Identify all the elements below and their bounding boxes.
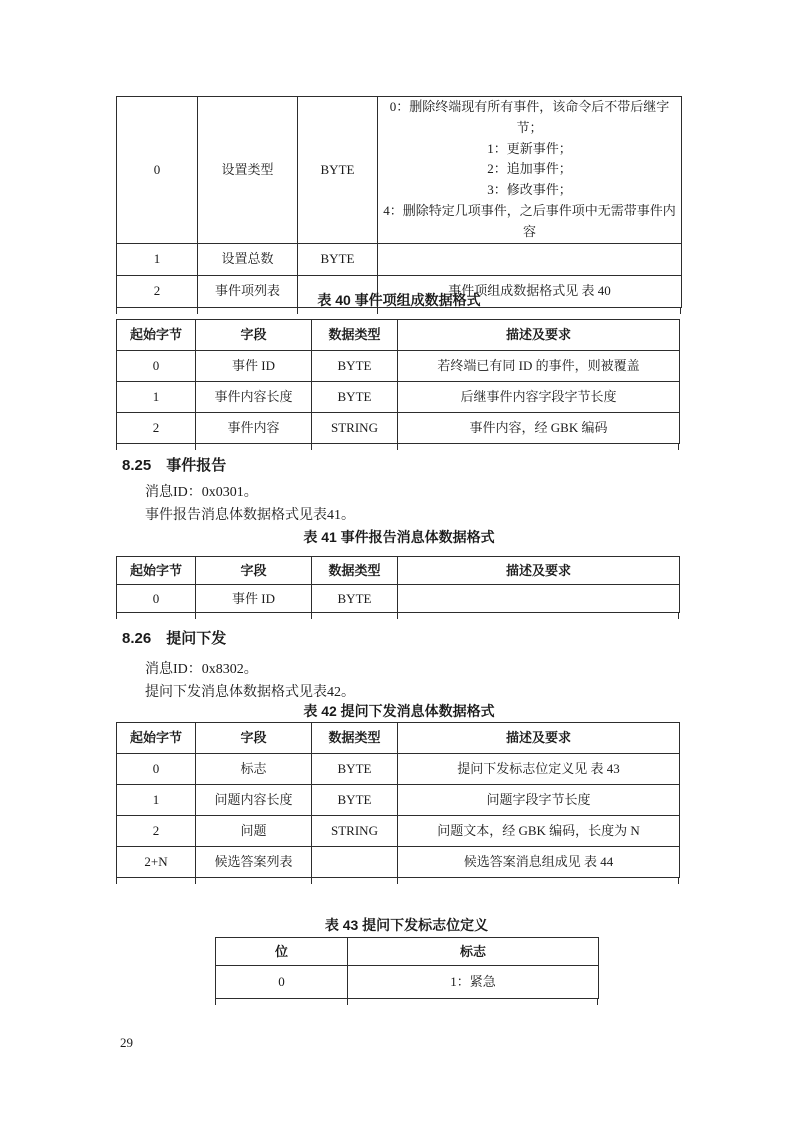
table-41-caption: 表 41 事件报告消息体数据格式 bbox=[303, 529, 495, 545]
cell-data-type: STRING bbox=[312, 413, 398, 444]
border-stub bbox=[311, 878, 312, 884]
description-line: 0：删除终端现有所有事件，该命令后不带后继字节； bbox=[389, 99, 670, 135]
table-row bbox=[216, 966, 599, 999]
col-header-data-type: 数据类型 bbox=[312, 320, 398, 351]
table-row bbox=[117, 243, 682, 275]
table-42-grid bbox=[116, 722, 680, 878]
border-stub bbox=[678, 878, 679, 884]
col-header-description: 描述及要求 bbox=[398, 723, 680, 754]
cell-description: 候选答案消息组成见 表 44 bbox=[398, 847, 680, 878]
border-stub bbox=[116, 878, 117, 884]
border-stub bbox=[397, 613, 398, 619]
col-header-flag: 标志 bbox=[348, 938, 599, 966]
description-line: 1：更新事件； bbox=[487, 140, 572, 156]
cell-bit: 0 bbox=[216, 966, 348, 999]
message-id-line: 消息ID：0x8302。 bbox=[145, 662, 258, 677]
section-title: 提问下发 bbox=[166, 630, 227, 647]
cell-description bbox=[378, 243, 682, 275]
border-stub bbox=[311, 613, 312, 619]
border-stub bbox=[397, 878, 398, 884]
border-stub bbox=[116, 613, 117, 619]
table-row bbox=[117, 351, 680, 382]
cell-field: 事件 ID bbox=[196, 585, 312, 613]
cell-description: 事件项组成数据格式见 表 40 bbox=[378, 275, 682, 307]
section-number: 8.25 bbox=[122, 457, 152, 474]
col-header-field: 字段 bbox=[196, 557, 312, 585]
page-number: 29 bbox=[120, 1035, 133, 1050]
col-header-field: 字段 bbox=[196, 320, 312, 351]
table-row bbox=[117, 816, 680, 847]
table-40-caption: 表 40 事件项组成数据格式 bbox=[317, 292, 481, 308]
cell-field: 事件项列表 bbox=[198, 275, 298, 307]
border-stub bbox=[215, 999, 216, 1005]
description-line: 3：修改事件； bbox=[487, 182, 572, 198]
cell-field: 问题 bbox=[196, 816, 312, 847]
border-stub bbox=[347, 999, 348, 1005]
cell-start-byte: 2 bbox=[117, 816, 196, 847]
table-header-row bbox=[117, 723, 680, 754]
cell-description: 若终端已有同 ID 的事件，则被覆盖 bbox=[398, 351, 680, 382]
table-header-row bbox=[216, 938, 599, 966]
message-id-line: 消息ID：0x0301。 bbox=[145, 485, 258, 500]
cell-start-byte: 0 bbox=[117, 585, 196, 613]
col-header-description: 描述及要求 bbox=[398, 557, 680, 585]
border-stub bbox=[195, 878, 196, 884]
cell-field: 设置类型 bbox=[198, 97, 298, 244]
table-39-continuation bbox=[116, 96, 682, 308]
border-stub bbox=[116, 444, 117, 450]
cell-start-byte: 2 bbox=[117, 413, 196, 444]
table-42 bbox=[116, 722, 680, 878]
cell-data-type: BYTE bbox=[312, 351, 398, 382]
cell-field: 问题内容长度 bbox=[196, 785, 312, 816]
cell-data-type: BYTE bbox=[312, 382, 398, 413]
table-row bbox=[117, 754, 680, 785]
table-43-caption: 表 43 提问下发标志位定义 bbox=[324, 917, 489, 933]
table-row bbox=[117, 413, 680, 444]
cell-description: 问题字段字节长度 bbox=[398, 785, 680, 816]
cell-description bbox=[378, 97, 682, 244]
border-stub bbox=[195, 613, 196, 619]
section-number: 8.26 bbox=[122, 630, 152, 647]
cell-description bbox=[398, 585, 680, 613]
border-stub bbox=[678, 444, 679, 450]
cell-field: 设置总数 bbox=[198, 243, 298, 275]
description-line: 4：删除特定几项事件，之后事件项中无需带事件内容 bbox=[383, 202, 676, 239]
description-line: 2：追加事件； bbox=[487, 161, 572, 177]
format-reference-line: 事件报告消息体数据格式见表41。 bbox=[145, 508, 355, 523]
col-header-description: 描述及要求 bbox=[398, 320, 680, 351]
cell-data-type: BYTE bbox=[312, 754, 398, 785]
table-39-grid bbox=[116, 96, 682, 308]
col-header-data-type: 数据类型 bbox=[312, 723, 398, 754]
border-stub bbox=[311, 444, 312, 450]
table-40 bbox=[116, 319, 680, 444]
col-header-start-byte: 起始字节 bbox=[117, 557, 196, 585]
border-stub bbox=[195, 444, 196, 450]
cell-field: 标志 bbox=[196, 754, 312, 785]
cell-start-byte: 2 bbox=[117, 275, 198, 307]
table-header-row bbox=[117, 557, 680, 585]
table-40-grid bbox=[116, 319, 680, 444]
section-heading-8-26 bbox=[122, 629, 226, 648]
cell-field: 候选答案列表 bbox=[196, 847, 312, 878]
table-43-grid bbox=[215, 937, 599, 999]
col-header-start-byte: 起始字节 bbox=[117, 723, 196, 754]
cell-description: 问题文本，经 GBK 编码，长度为 N bbox=[398, 816, 680, 847]
cell-data-type: BYTE bbox=[312, 585, 398, 613]
border-stub bbox=[678, 613, 679, 619]
border-stub bbox=[397, 444, 398, 450]
cell-start-byte: 1 bbox=[117, 382, 196, 413]
cell-description: 提问下发标志位定义见 表 43 bbox=[398, 754, 680, 785]
cell-description: 事件内容，经 GBK 编码 bbox=[398, 413, 680, 444]
table-41-grid bbox=[116, 556, 680, 613]
cell-start-byte: 1 bbox=[117, 243, 198, 275]
table-43 bbox=[215, 937, 599, 999]
cell-flag: 1：紧急 bbox=[348, 966, 599, 999]
table-row bbox=[117, 382, 680, 413]
table-row bbox=[117, 785, 680, 816]
table-header-row bbox=[117, 320, 680, 351]
border-stub bbox=[597, 999, 598, 1005]
section-heading-8-25 bbox=[122, 456, 226, 475]
cell-field: 事件内容 bbox=[196, 413, 312, 444]
cell-start-byte: 0 bbox=[117, 351, 196, 382]
table-row bbox=[117, 847, 680, 878]
cell-field: 事件 ID bbox=[196, 351, 312, 382]
table-row bbox=[117, 97, 682, 244]
table-42-caption: 表 42 提问下发消息体数据格式 bbox=[303, 703, 495, 719]
col-header-field: 字段 bbox=[196, 723, 312, 754]
cell-start-byte: 2+N bbox=[117, 847, 196, 878]
table-row bbox=[117, 585, 680, 613]
col-header-bit: 位 bbox=[216, 938, 348, 966]
cell-field: 事件内容长度 bbox=[196, 382, 312, 413]
cell-start-byte: 0 bbox=[117, 97, 198, 244]
table-41 bbox=[116, 556, 680, 613]
cell-start-byte: 0 bbox=[117, 754, 196, 785]
section-title: 事件报告 bbox=[166, 457, 227, 474]
col-header-data-type: 数据类型 bbox=[312, 557, 398, 585]
cell-description: 后继事件内容字段字节长度 bbox=[398, 382, 680, 413]
cell-start-byte: 1 bbox=[117, 785, 196, 816]
format-reference-line: 提问下发消息体数据格式见表42。 bbox=[145, 685, 355, 700]
col-header-start-byte: 起始字节 bbox=[117, 320, 196, 351]
cell-data-type: STRING bbox=[312, 816, 398, 847]
cell-data-type bbox=[312, 847, 398, 878]
cell-data-type: BYTE bbox=[312, 785, 398, 816]
cell-data-type: BYTE bbox=[298, 243, 378, 275]
cell-data-type: BYTE bbox=[298, 97, 378, 244]
